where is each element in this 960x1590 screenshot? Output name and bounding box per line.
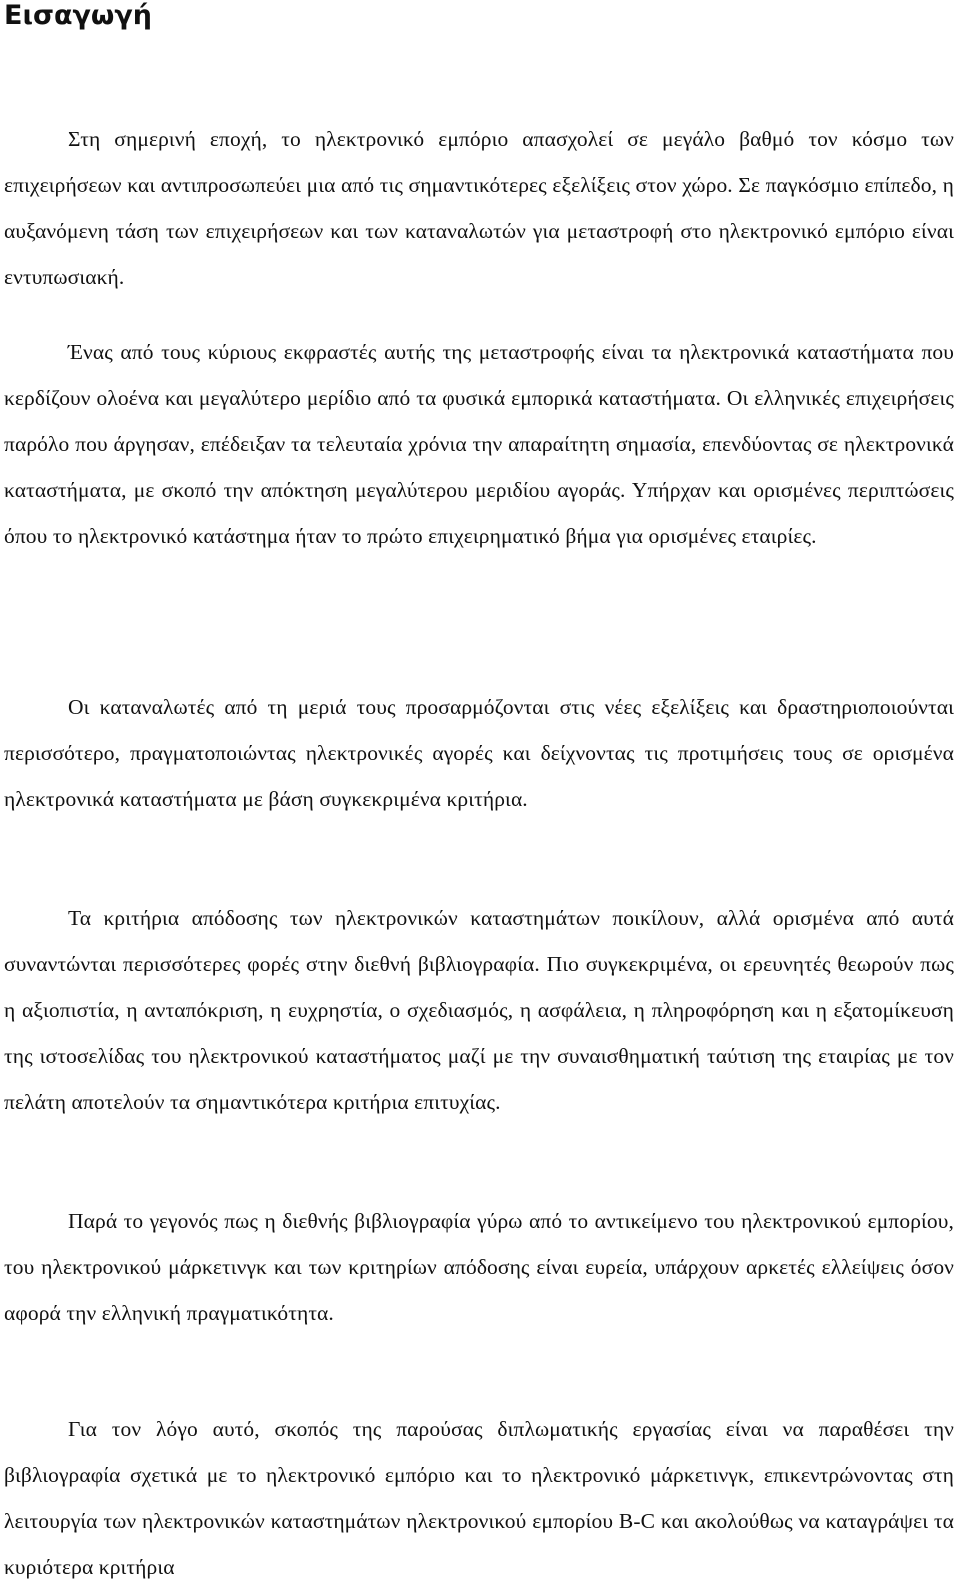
paragraph-intro: Στη σημερινή εποχή, το ηλεκτρονικό εμπόριο απασχολεί σε μεγάλο βαθμό τον κόσμο των επιχειρήσεων και αντιπροσωπεύει μια από τις σημαντικότερες εξελίξεις στον χώρο. Σε παγκόσμιο επίπεδο, η αυξανόμενη τάση των επιχειρήσεων και των καταναλωτών για μεταστροφή στο ηλεκτρονικό εμπόριο είναι εντυπωσιακή. bbox=[4, 127, 954, 289]
paragraph-criteria: Τα κριτήρια απόδοσης των ηλεκτρονικών καταστημάτων ποικίλουν, αλλά ορισμένα από αυτά συναντώνται περισσότερες φορές στην διεθνή βιβλιογραφία. Πιο συγκεκριμένα, οι ερευνητές θεωρούν πως η αξιοπιστία, η ανταπόκριση, η ευχρηστία, ο σχεδιασμός, η ασφάλεια, η πληροφόρηση και η εξατομίκευση της ιστοσελίδας του ηλεκτρονικού καταστήματος μαζί με την συναισθηματική ταύτιση της εταιρίας με τον πελάτη αποτελούν τα σημαντικότερα κριτήρια επιτυχίας. bbox=[4, 906, 954, 1114]
paragraph-consumers: Οι καταναλωτές από τη μεριά τους προσαρμόζονται στις νέες εξελίξεις και δραστηριοποιούνται περισσότερο, πραγματοποιώντας ηλεκτρονικές αγορές και δείχνοντας τις προτιμήσεις τους σε ορισμένα ηλεκτρονικά καταστήματα με βάση συγκεκριμένα κριτήρια. bbox=[4, 695, 954, 811]
paragraph-e-shops: Ένας από τους κύριους εκφραστές αυτής της μεταστροφής είναι τα ηλεκτρονικά καταστήματα που κερδίζουν ολοένα και μεγαλύτερο μερίδιο από τα φυσικά εμπορικά καταστήματα. Οι ελληνικές επιχειρήσεις παρόλο που άργησαν, επέδειξαν τα τελευταία χρόνια την απαραίτητη σημασία, επενδύοντας σε ηλεκτρονικά καταστήματα, με σκοπό την απόκτηση μεγαλύτερου μεριδίου αγοράς. Υπήρχαν και ορισμένες περιπτώσεις όπου το ηλεκτρονικό κατάστημα ήταν το πρώτο επιχειρηματικό βήμα για ορισμένες εταιρίες. bbox=[4, 340, 954, 548]
section-title: Εισαγωγή bbox=[4, 0, 153, 31]
paragraph-thesis-purpose: Για τον λόγο αυτό, σκοπός της παρούσας διπλωματικής εργασίας είναι να παραθέσει την βιβλιογραφία σχετικά με το ηλεκτρονικό εμπόριο και το ηλεκτρονικό μάρκετινγκ, επικεντρώνοντας στη λειτουργία των ηλεκτρονικών καταστημάτων ηλεκτρονικού εμπορίου B-C και ακολούθως να καταγράψει τα κυριότερα κριτήρια bbox=[4, 1417, 954, 1579]
paragraph-literature-gap: Παρά το γεγονός πως η διεθνής βιβλιογραφία γύρω από το αντικείμενο του ηλεκτρονικού εμπορίου, του ηλεκτρονικού μάρκετινγκ και των κριτηρίων απόδοσης είναι ευρεία, υπάρχουν αρκετές ελλείψεις όσον αφορά την ελληνική πραγματικότητα. bbox=[4, 1209, 954, 1325]
